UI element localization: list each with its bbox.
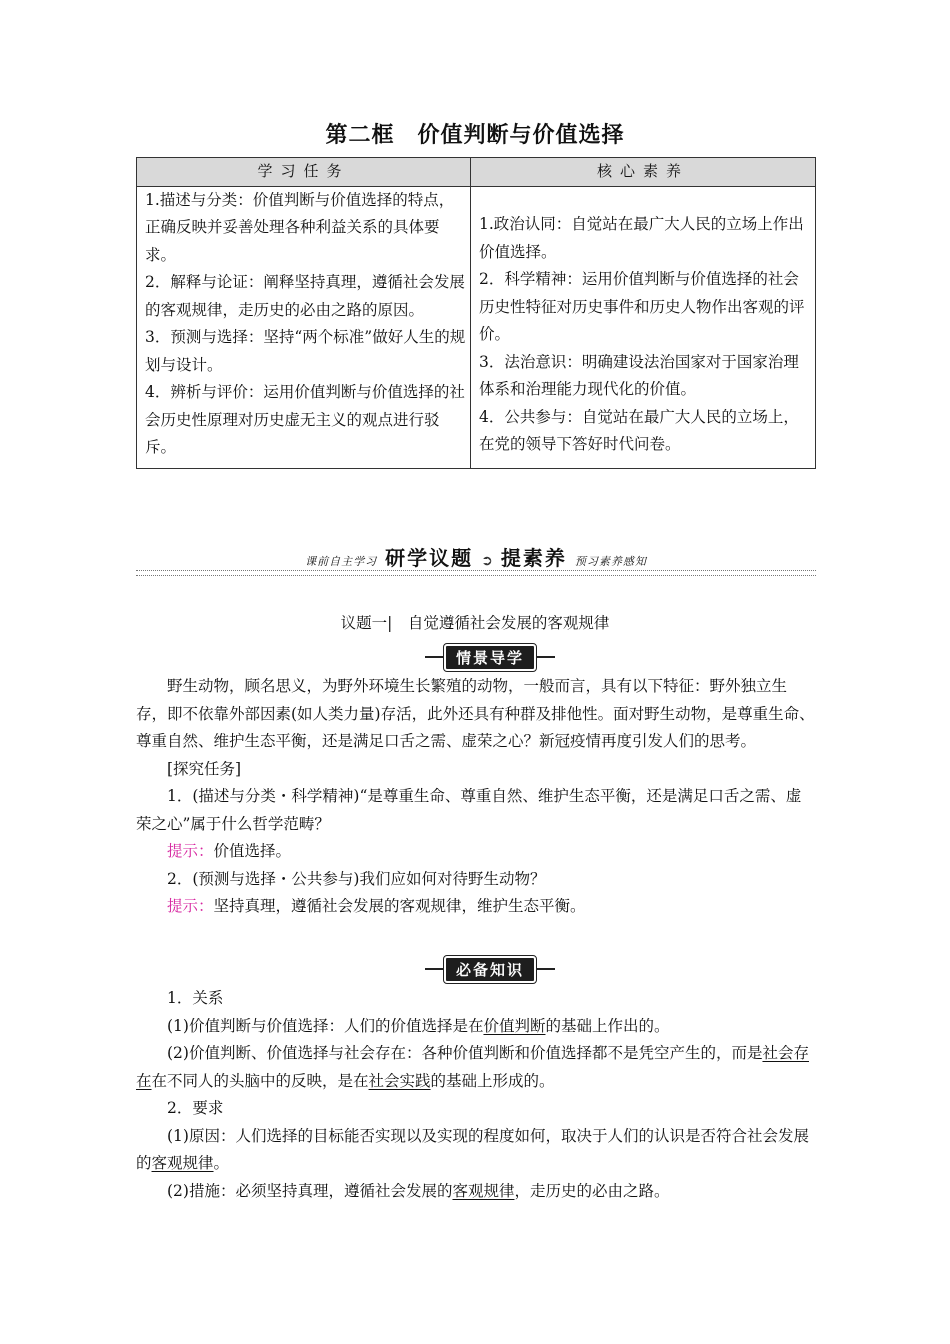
banner-left-text: 课前自主学习 [305,555,378,568]
knowledge-heading-2: 2．要求 [167,1099,224,1117]
scene-paragraph: 野生动物，顾名思义，为野外环境生长繁殖的动物，一般而言，具有以下特征：野外独立生存，即不依靠外部因素(如人类力量)存活，此外还具有种群及排他性。面对野生动物，是尊重生命、尊重自然、维护生态平衡，还是满足口舌之需、虚荣之心？新冠疫情再度引发人们的思考。 [136,677,815,750]
knowledge-item: (1)价值判断与价值选择：人们的价值选择是在价值判断的基础上作出的。 [167,1016,670,1035]
section-banner [136,542,816,574]
knowledge-section [136,985,816,1205]
banner-main-text-2: 提素养 [500,546,567,570]
banner-main-text: 研学议题 [385,546,474,570]
core-literacy-cell [471,186,816,468]
scene-section [136,673,816,921]
answer-2: 提示：坚持真理，遵循社会发展的客观规律，维护生态平衡。 [167,897,586,915]
task-item: 1.描述与分类：价值判断与价值选择的特点，正确反映并妥善处理各种利益关系的具体要求。 [145,190,455,264]
tag-scene [425,646,555,668]
question-2: 2．(预测与选择・公共参与)我们应如何对待野生动物？ [167,869,546,888]
knowledge-item: (2)措施：必须坚持真理，遵循社会发展的客观规律，走历史的必由之路。 [167,1181,670,1200]
answer-1: 提示：价值选择。 [167,842,292,860]
tag-knowledge [425,958,555,980]
header-core-literacy: 核心素养 [471,158,816,187]
arrow-icon: ➲ [481,553,493,569]
topic-heading: 议题一| 自觉遵循社会发展的客观规律 [340,614,610,632]
task-item: 2．解释与论证：阐释坚持真理，遵循社会发展的客观规律，走历史的必由之路的原因。 [145,273,465,319]
goals-table [136,157,816,469]
knowledge-item: (1)原因：人们选择的目标能否实现以及实现的程度如何，取决于人们的认识是否符合社会发展的客观规律。 [136,1126,809,1172]
literacy-item: 4．公共参与：自觉站在最广大人民的立场上，在党的领导下答好时代问卷。 [479,407,799,454]
banner-right-text: 预习素养感知 [574,555,647,568]
knowledge-item: (2)价值判断、价值选择与社会存在：各种价值判断和价值选择都不是凭空产生的，而是社会存在在不同人的头脑中的反映，是在社会实践的基础上形成的。 [136,1044,809,1090]
page-title: 第二框 价值判断与价值选择 [325,123,625,148]
literacy-item: 2．科学精神：运用价值判断与价值选择的社会历史性特征对历史事件和历史人物作出客观的评价。 [479,270,805,344]
tag-label: 情景导学 [444,644,536,671]
literacy-item: 1.政治认同：自觉站在最广大人民的立场上作出价值选择。 [479,215,804,261]
knowledge-heading-1: 1．关系 [167,989,224,1007]
task-item: 3．预测与选择：坚持“两个标准”做好人生的规划与设计。 [145,328,466,374]
learning-tasks-cell [137,186,471,468]
question-1: 1．(描述与分类・科学精神)“是尊重生命、尊重自然、维护生态平衡，还是满足口舌之需、虚荣之心”属于什么哲学范畴？ [136,787,802,833]
task-item: 4．辨析与评价：运用价值判断与价值选择的社会历史性原理对历史虚无主义的观点进行驳斥。 [145,383,465,456]
hint-label: 提示： [167,842,214,860]
tag-label: 必备知识 [444,956,536,983]
banner-divider [136,570,816,576]
task-label: [探究任务] [167,759,242,778]
header-learning-tasks: 学习任务 [137,158,471,187]
literacy-item: 3．法治意识：明确建设法治国家对于国家治理体系和治理能力现代化的价值。 [479,352,799,399]
hint-label: 提示： [167,897,214,915]
